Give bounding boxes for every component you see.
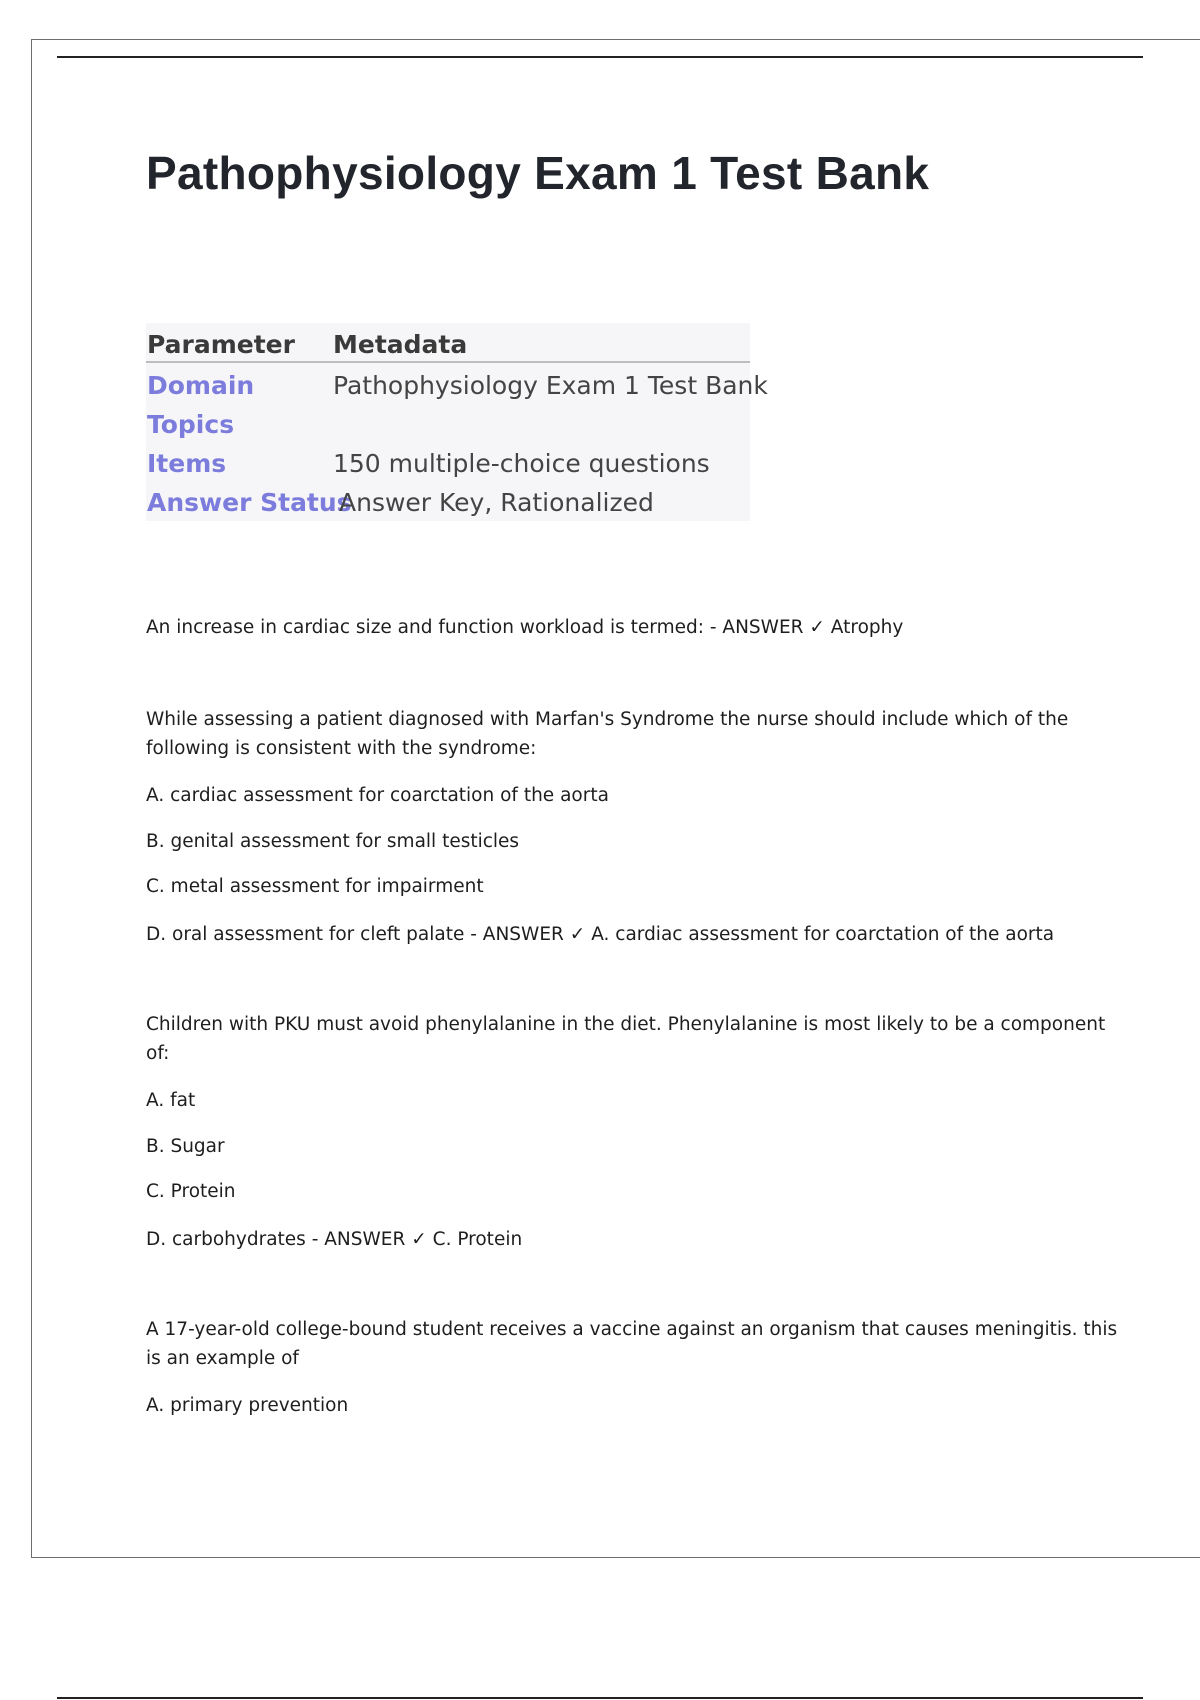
option-with-answer <box>146 1225 1086 1254</box>
option-text: A. cardiac assessment for coarctation of the aorta <box>146 785 609 806</box>
answer-marker: - ANSWER <box>709 617 804 638</box>
option-text: C. Protein <box>146 1181 236 1202</box>
question-stem-line-2: is an example of <box>146 1348 299 1369</box>
option-a <box>146 1391 1086 1420</box>
option-text: D. carbohydrates <box>146 1229 306 1250</box>
document-title: Pathophysiology Exam 1 Test Bank <box>146 147 930 199</box>
option-c <box>146 872 1086 901</box>
answer-marker: - ANSWER <box>311 1229 406 1250</box>
metadata-table <box>146 323 768 521</box>
option-b <box>146 1132 1086 1161</box>
option-text: A. fat <box>146 1090 196 1111</box>
metadata-key-topics: Topics <box>147 410 235 439</box>
option-text: B. Sugar <box>146 1136 225 1157</box>
answer-text: Atrophy <box>830 617 904 638</box>
check-mark-icon: ✓ <box>411 1229 427 1250</box>
question-3 <box>146 1010 1106 1068</box>
option-text: C. metal assessment for impairment <box>146 876 484 897</box>
option-a <box>146 781 1086 810</box>
option-text: D. oral assessment for cleft palate <box>146 924 465 945</box>
question-stem-line <box>146 613 1086 642</box>
question-stem-line-1: Children with PKU must avoid phenylalanine in the diet. Phenylalanine is most likely to be a component <box>146 1014 1106 1035</box>
question-2 <box>146 705 1086 763</box>
check-mark-icon: ✓ <box>569 924 586 945</box>
option-text: B. genital assessment for small testicles <box>146 831 520 852</box>
column-header-parameter: Parameter <box>147 330 295 359</box>
question-stem-line-2: following is consistent with the syndrome: <box>146 738 537 759</box>
option-a <box>146 1086 1086 1115</box>
question-stem-line-1: A 17-year-old college-bound student receives a vaccine against an organism that causes meningitis. this <box>146 1319 1118 1340</box>
question-1 <box>146 613 1086 642</box>
metadata-value-answer-status: Answer Key, Rationalized <box>339 488 654 517</box>
column-header-metadata: Metadata <box>333 330 468 359</box>
footer-rule <box>57 1697 1143 1699</box>
metadata-key-answer-status: Answer Status <box>147 488 352 517</box>
header-rule <box>57 56 1143 58</box>
option-text: A. primary prevention <box>146 1395 349 1416</box>
metadata-value-domain: Pathophysiology Exam 1 Test Bank <box>333 371 768 400</box>
question-4 <box>146 1315 1118 1373</box>
option-with-answer <box>146 920 1086 949</box>
option-d <box>146 920 1086 949</box>
option-b <box>146 827 1086 856</box>
answer-text: A. cardiac assessment for coarctation of the aorta <box>591 924 1055 945</box>
question-stem-line-2: of: <box>146 1043 170 1064</box>
question-stem-line-1: While assessing a patient diagnosed with Marfan's Syndrome the nurse should include which of the <box>146 709 1069 730</box>
metadata-value-items: 150 multiple-choice questions <box>333 449 710 478</box>
metadata-key-domain: Domain <box>147 371 255 400</box>
option-c <box>146 1177 1086 1206</box>
answer-marker: - ANSWER <box>470 924 564 945</box>
metadata-key-items: Items <box>147 449 227 478</box>
answer-text: C. Protein <box>432 1229 523 1250</box>
option-d <box>146 1225 1086 1254</box>
question-stem: An increase in cardiac size and function workload is termed: <box>146 617 704 638</box>
check-mark-icon: ✓ <box>809 617 825 638</box>
